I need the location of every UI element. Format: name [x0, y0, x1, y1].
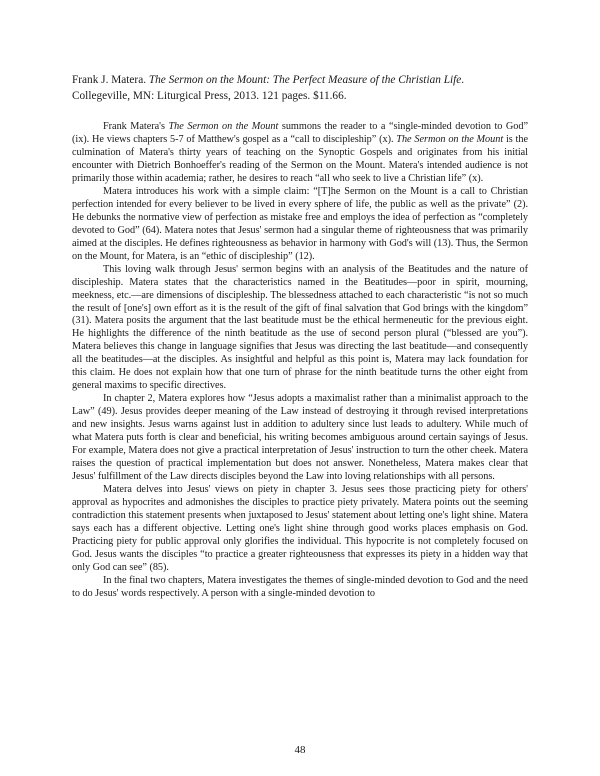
review-paragraph-2: Matera introduces his work with a simple claim: “[T]he Sermon on the Mount is a call to Christian perfection intended for every believer to be lived in every sphere of life, the public as well as the private” (2). He debunks the normative view of perfection as mistake free and employs the idea of perfection as “completely devoted to God” (64). Matera notes that Jesus' sermon had a singular theme of righteousness that was primarily aimed at the disciples. He defines righteousness as behavior in harmony with God's will (13). Thus, the Sermon on the Mount, for Matera, is an “ethic of discipleship” (12).	[72, 185, 528, 262]
review-paragraph-1	[72, 121, 528, 186]
paragraph-text: summons the reader to a “single-minded devotion to God” (ix). He views chapters 5-7 of Matthew's gospel as a “call to discipleship” (x).	[72, 121, 529, 146]
review-paragraph-3: This loving walk through Jesus' sermon begins with an analysis of the Beatitudes and the nature of discipleship. Matera states that the characteristics named in the Beatitudes—poor in spirit, mourning, meekness, etc.—are dimensions of discipleship. The blessedness attached to each characteristic “is not so much the result of [one's] own effort as it is the result of the gift of final salvation that God brings with the kingdom” (31). Matera posits the argument that the last beatitude must be the ethical hermeneutic for the previous eight. He highlights the difference of the ninth beatitude as the use of second person plural (“blessed are you”). Matera believes this change in language signifies that Jesus was directing the last beatitude—and consequently all the beatitudes—at the disciples. As insightful and helpful as this point is, Matera may lack foundation for this claim. He does not explain how that one turn of phrase for the ninth beatitude turns the other eight from general maxims to specific directives.	[72, 263, 528, 392]
paragraph-text: Frank Matera's	[103, 121, 169, 133]
citation-author: Frank J. Matera.	[72, 74, 149, 86]
citation-publication: Collegeville, MN: Liturgical Press, 2013. 121 pages. $11.66.	[72, 89, 347, 102]
review-paragraph-4: In chapter 2, Matera explores how “Jesus adopts a maximalist rather than a minimalist approach to the Law” (49). Jesus provides deeper meaning of the Law instead of destroying it through revised interpretations and new insights. Jesus warns against lust in addition to adultery since lust leads to adultery. While much of what Matera puts forth is clear and beneficial, his writing becomes ambiguous around certain sayings of Jesus. For example, Matera does not give a practical interpretation of Jesus' instruction to turn the other cheek. Matera raises the question of practical implementation but does not answer. Nonetheless, Matera makes clear that Jesus' fulfillment of the Law directs disciples beyond the Law into loving relationships with all persons.	[72, 393, 528, 482]
book-title-italic: The Sermon on the Mount	[168, 121, 279, 133]
paragraph-text: is the culmination of Matera's thirty years of teaching on the Synoptic Gospels and originates from his initial encounter with Dietrich Bonhoeffer's reading of the Sermon on the Mount. Matera's intended audience is not primarily those within academia; rather, he desires to reach “all who seek to live a Christian life” (x).	[72, 134, 528, 184]
book-title-italic: The Sermon on the Mount	[396, 134, 504, 146]
citation-title: The Sermon on the Mount: The Perfect Measure of the Christian Life	[148, 74, 462, 86]
page-number: 48	[294, 744, 306, 756]
review-paragraph-6: In the final two chapters, Matera investigates the themes of single-minded devotion to God and the need to do Jesus' words respectively. A person with a single-minded devotion to	[72, 574, 528, 599]
review-paragraph-5: Matera delves into Jesus' views on piety in chapter 3. Jesus sees those practicing piety for others' approval as hypocrites and admonishes the disciples to practice piety privately. Matera points out the seeming contradiction this statement presents when juxtaposed to Jesus' statement about letting one's light shine. Matera says each has a different objective. Letting one's light shine through good works places emphasis on God. Practicing piety for public approval only glorifies the individual. This hypocrite is not completely focused on God. Jesus wants the disciples “to practice a greater righteousness that expresses its piety in a hidden way that only God can see” (85).	[72, 483, 528, 573]
review-page	[72, 73, 528, 600]
book-citation	[72, 73, 528, 104]
citation-title-end: .	[461, 74, 465, 86]
